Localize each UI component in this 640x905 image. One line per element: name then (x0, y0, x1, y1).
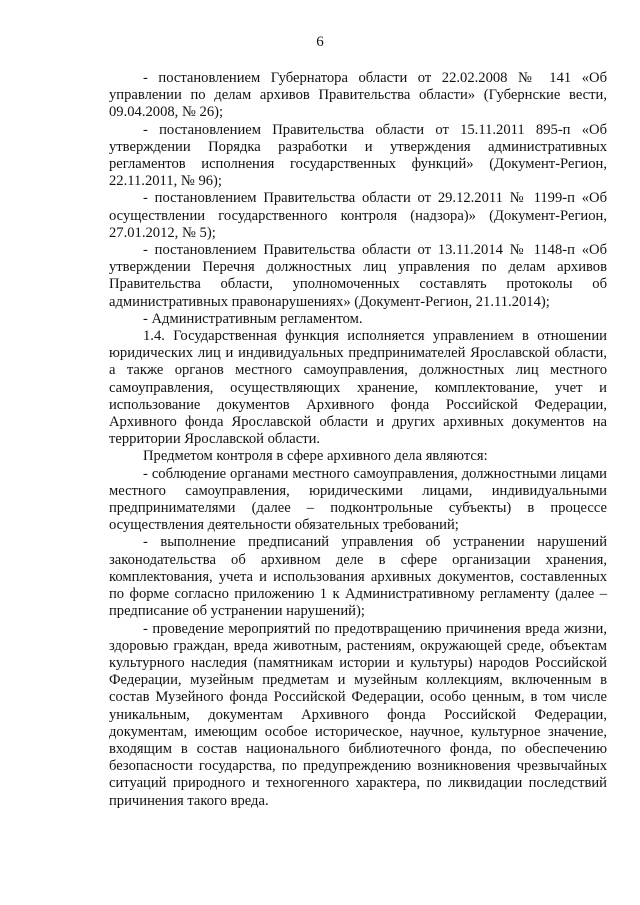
paragraph-control-compliance: - соблюдение органами местного самоуправления, должностными лицами местного самоуправления, юридическими лицами, индивидуальными предпринимателями (далее – подконтрольные субъекты) в процессе осуществления деятельности обязательных требований; (109, 465, 607, 534)
paragraph-decree-1148: - постановлением Правительства области от 13.11.2014 № 1148-п «Об утверждении Перечня должностных лиц управления по делам архивов Правительства области, уполномоченных составлять протоколы об административных правонарушениях» (Документ-Регион, 21.11.2014); (109, 242, 607, 310)
document-body (109, 70, 607, 810)
paragraph-decree-governor-141: - постановлением Губернатора области от 22.02.2008 № 141 «Об управлении по делам архивов Правительства области» (Губернские вести, 09.04.2008, № 26); (109, 70, 607, 121)
page-number: 6 (316, 34, 324, 50)
paragraph-control-orders: - выполнение предписаний управления об устранении нарушений законодательства об архивном деле в сфере организации хранения, комплектования, учета и использования архивных документов, составленных по форме согласно приложению 1 к Административному регламенту (далее – предписание об устранении нарушений); (109, 534, 607, 620)
paragraph-decree-1199: - постановлением Правительства области от 29.12.2011 № 1199-п «Об осуществлении государственного контроля (надзора)» (Документ-Регион, 27.01.2012, № 5); (109, 190, 607, 241)
paragraph-control-harm-prevention: - проведение мероприятий по предотвращению причинения вреда жизни, здоровью граждан, вреда животным, растениям, окружающей среде, объектам культурного наследия (памятникам истории и культуры) народов Российской Федерации, музейным предметам и музейным коллекциям, включенным в состав Музейного фонда Российской Федерации, особо ценным, в том числе уникальным, документам Архивного фонда Российской Федерации, документам, имеющим особое историческое, научное, культурное значение, входящим в состав национального библиотечного фонда, по обеспечению безопасности государства, по предупреждению возникновения чрезвычайных ситуаций природного и техногенного характера, по ликвидации последствий причинения такого вреда. (109, 620, 607, 809)
paragraph-decree-895: - постановлением Правительства области от 15.11.2011 895-п «Об утверждении Порядка разработки и утверждения административных регламентов исполнения государственных функций» (Документ-Регион, 22.11.2011, № 96); (109, 121, 607, 190)
paragraph-control-subject-intro: Предметом контроля в сфере архивного дела являются: (143, 448, 488, 465)
paragraph-section-1-4: 1.4. Государственная функция исполняется управлением в отношении юридических лиц и индивидуальных предпринимателей Ярославской области, а также органов местного самоуправления, должностных лиц местного самоуправления, осуществляющих хранение, комплектование, учет и использование документов Архивного фонда Российской Федерации, Архивного фонда Ярославской области и других архивных документов на территории Ярославской области. (109, 328, 607, 448)
paragraph-admin-regulation: - Административным регламентом. (143, 310, 363, 327)
